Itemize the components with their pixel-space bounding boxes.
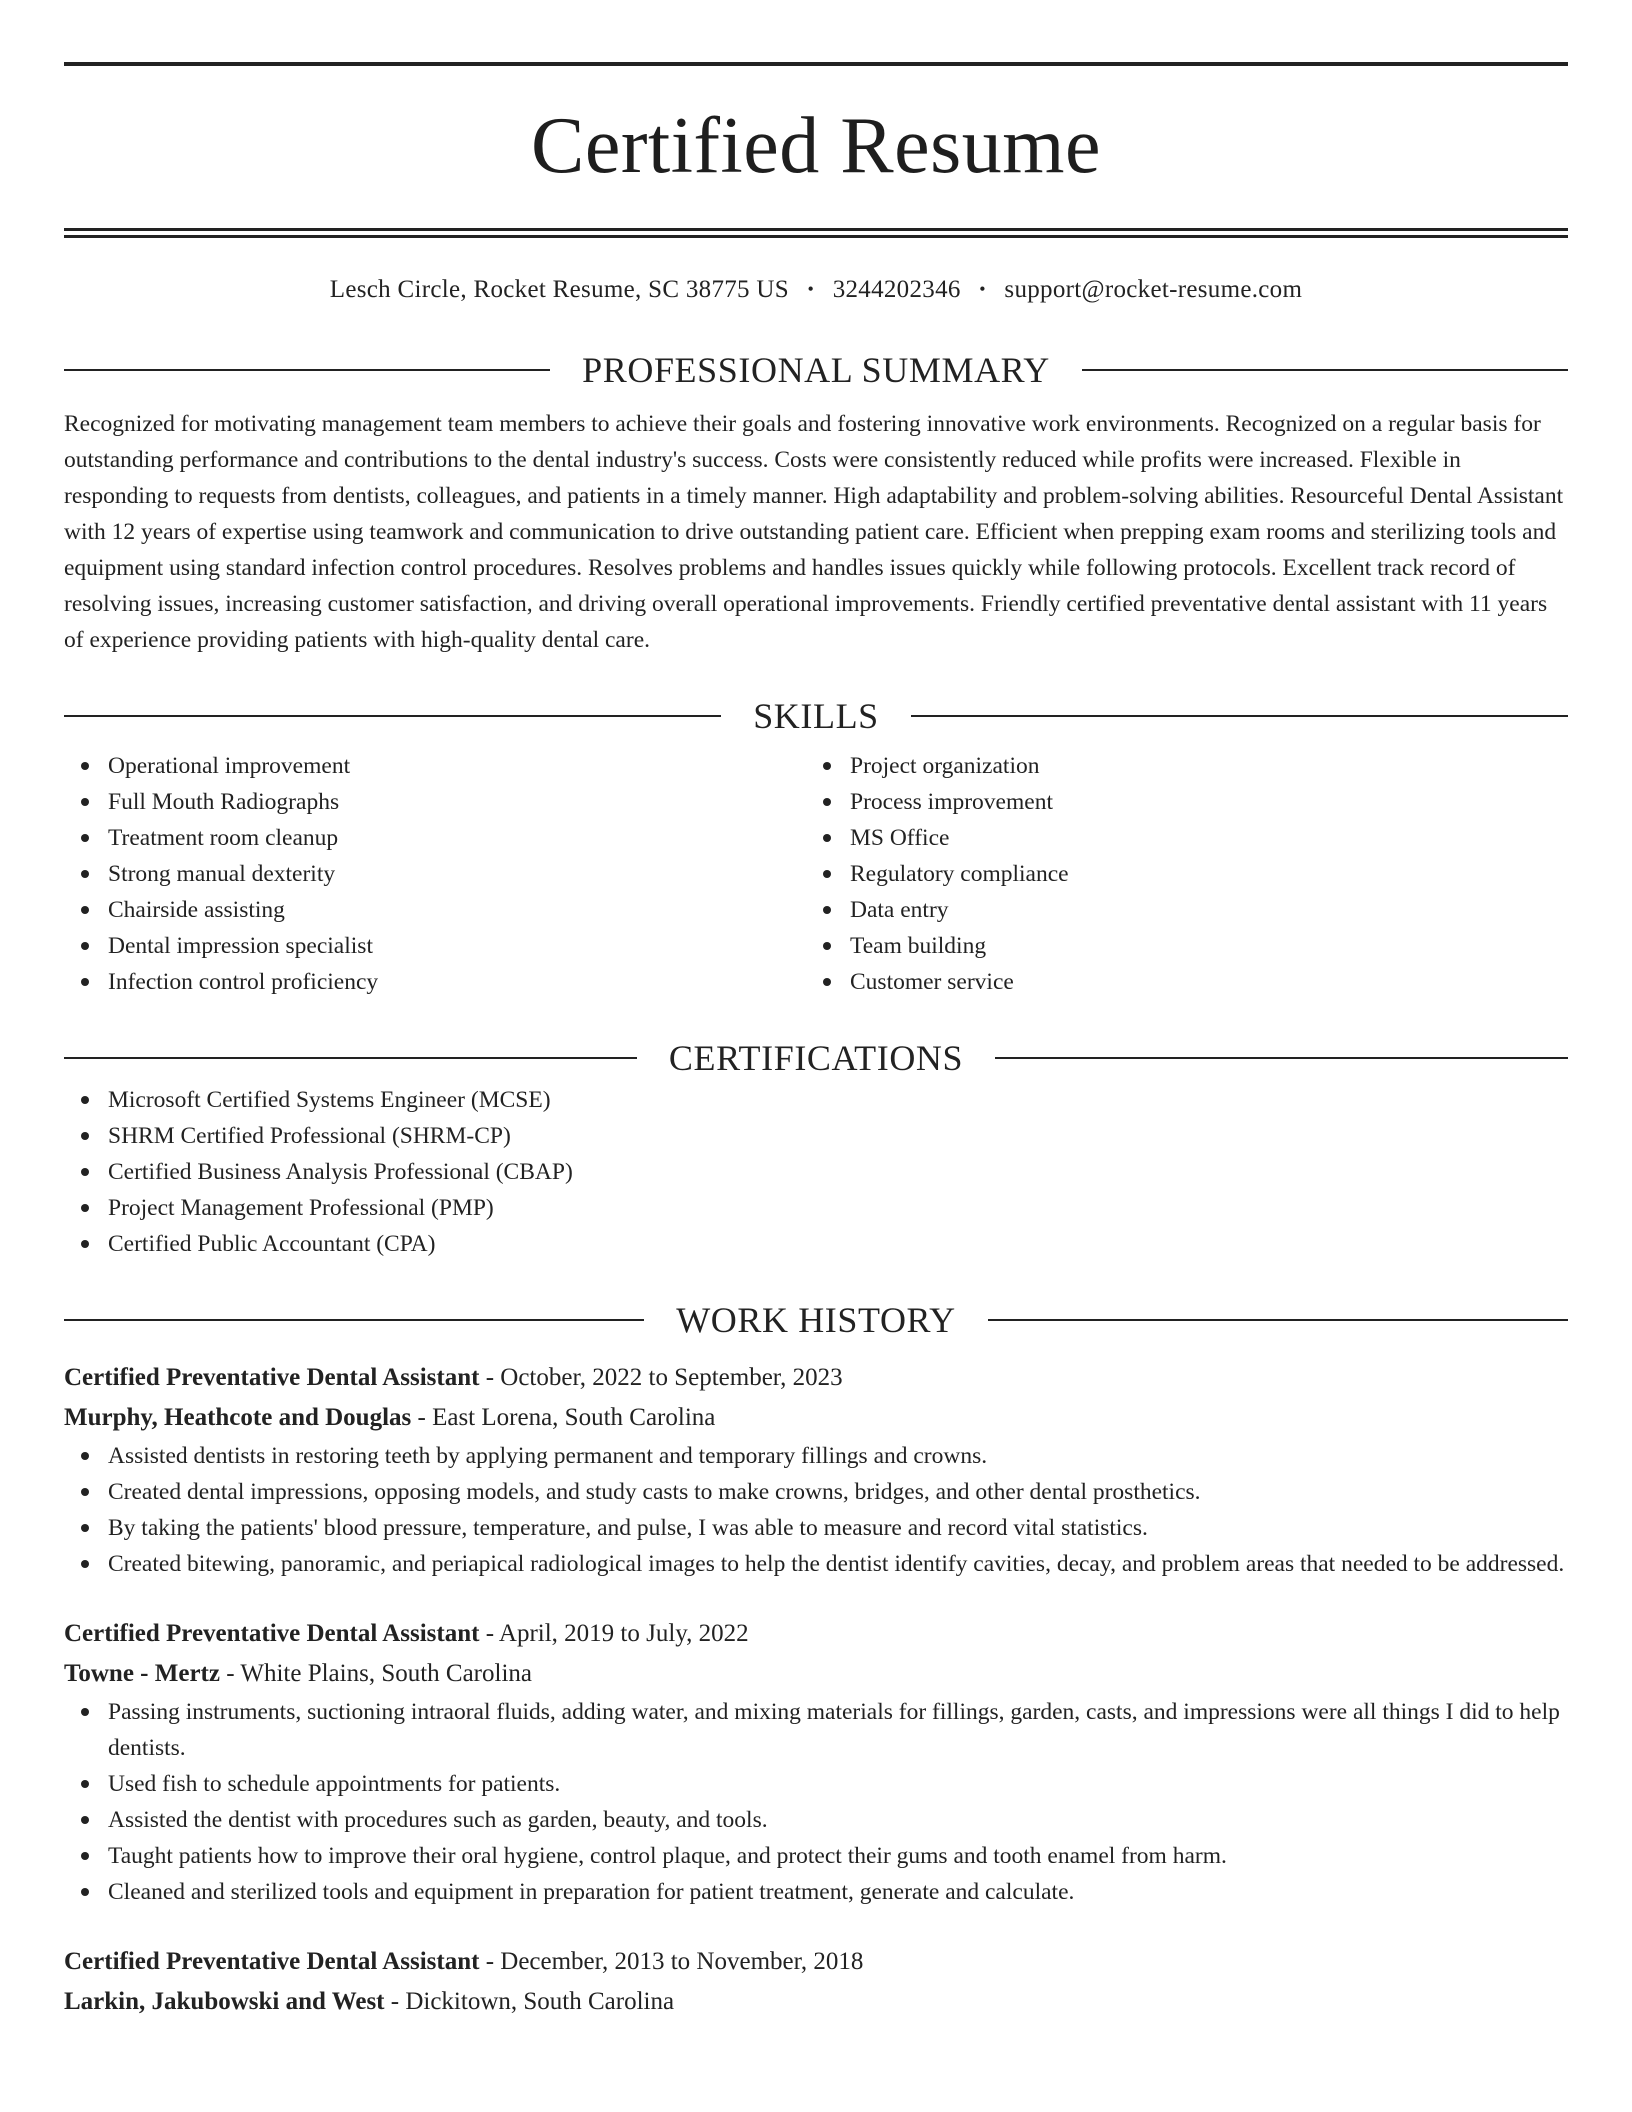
certification-item: Certified Business Analysis Professional (CBAP) [64, 1154, 1568, 1190]
job-duties [64, 1438, 1568, 1582]
duty-item: Cleaned and sterilized tools and equipment in preparation for patient treatment, generate and calculate. [64, 1874, 1568, 1910]
skill-item: Treatment room cleanup [64, 820, 806, 856]
job-company-line [64, 1398, 1568, 1438]
job-company: Towne - Mertz [64, 1660, 220, 1687]
contact-separator: • [807, 279, 815, 299]
job-dates: - December, 2013 to November, 2018 [479, 1948, 864, 1975]
job-location: - East Lorena, South Carolina [411, 1404, 716, 1431]
heading-rule-left [64, 715, 721, 717]
skill-item: Project organization [806, 748, 1548, 784]
candidate-name: Certified Resume [530, 102, 1102, 190]
duty-item: Created bitewing, panoramic, and periapical radiological images to help the dentist identify cavities, decay, and problem areas that needed to be addressed. [64, 1546, 1568, 1582]
duty-item: Assisted the dentist with procedures such as garden, beauty, and tools. [64, 1802, 1568, 1838]
heading-rule-left [64, 369, 550, 371]
job-duties [64, 1694, 1568, 1910]
skill-item: Data entry [806, 892, 1548, 928]
duty-item: Used fish to schedule appointments for patients. [64, 1766, 1568, 1802]
job-entry [64, 1614, 1568, 1910]
heading-rule-right [1082, 369, 1568, 371]
certification-item: Certified Public Accountant (CPA) [64, 1226, 1568, 1262]
summary-text: Recognized for motivating management team members to achieve their goals and fostering innovative work environments. Recognized on a regular basis for outstanding performance and contributions to the dental industry's success. Costs were consistently reduced while profits were increased. Flexible in responding to requests from dentists, colleagues, and patients in a timely manner. High adaptability and problem-solving abilities. Resourceful Dental Assistant with 12 years of expertise using teamwork and communication to drive outstanding patient care. Efficient when prepping exam rooms and sterilizing tools and equipment using standard infection control procedures. Resolves problems and handles issues quickly while following protocols. Excellent track record of resolving issues, increasing customer satisfaction, and driving overall operational improvements. Friendly certified preventative dental assistant with 11 years of experience providing patients with high-quality dental care. [64, 411, 1564, 653]
job-company-line [64, 1982, 1568, 2022]
job-title: Certified Preventative Dental Assistant [64, 1948, 480, 1975]
job-dates: - April, 2019 to July, 2022 [479, 1620, 749, 1647]
skills-columns [64, 748, 1568, 1000]
certification-item: Microsoft Certified Systems Engineer (MCSE) [64, 1082, 1568, 1118]
job-title-line [64, 1942, 1568, 1982]
summary-title: PROFESSIONAL SUMMARY [582, 350, 1050, 390]
skill-item: Full Mouth Radiographs [64, 784, 806, 820]
job-title-line [64, 1358, 1568, 1398]
contact-separator: • [979, 279, 986, 299]
certification-item: Project Management Professional (PMP) [64, 1190, 1568, 1226]
contact-line [64, 273, 1568, 306]
skill-item: MS Office [806, 820, 1548, 856]
work-heading [64, 1296, 1568, 1344]
heading-rule-right [995, 1057, 1568, 1059]
duty-item: By taking the patients' blood pressure, temperature, and pulse, I was able to measure and record vital statistics. [64, 1510, 1568, 1546]
skills-heading [64, 692, 1568, 740]
heading-rule-right [988, 1319, 1568, 1321]
work-title: WORK HISTORY [676, 1300, 956, 1340]
skills-title: SKILLS [753, 696, 879, 736]
skill-item: Regulatory compliance [806, 856, 1548, 892]
job-location: - Dickitown, South Carolina [384, 1988, 675, 2015]
skill-item: Process improvement [806, 784, 1548, 820]
heading-rule-left [64, 1057, 637, 1059]
job-location: - White Plains, South Carolina [219, 1660, 532, 1687]
job-entry [64, 1358, 1568, 1582]
skill-item: Customer service [806, 964, 1548, 1000]
skill-item: Infection control proficiency [64, 964, 806, 1000]
skills-list-right [806, 748, 1548, 1000]
certifications-list [64, 1082, 1568, 1262]
job-title-line [64, 1614, 1568, 1654]
skills-list-left [64, 748, 806, 1000]
skill-item: Team building [806, 928, 1548, 964]
heading-rule-right [911, 715, 1568, 717]
job-company-line [64, 1654, 1568, 1694]
job-title: Certified Preventative Dental Assistant [64, 1620, 480, 1647]
duty-item: Assisted dentists in restoring teeth by applying permanent and temporary fillings and crowns. [64, 1438, 1568, 1474]
skill-item: Chairside assisting [64, 892, 806, 928]
skill-item: Dental impression specialist [64, 928, 806, 964]
duty-item: Taught patients how to improve their oral hygiene, control plaque, and protect their gums and tooth enamel from harm. [64, 1838, 1568, 1874]
duty-item: Passing instruments, suctioning intraoral fluids, adding water, and mixing materials for fillings, garden, casts, and impressions were all things I did to help dentists. [64, 1694, 1568, 1766]
certifications-title: CERTIFICATIONS [668, 1038, 964, 1078]
certifications-heading [64, 1034, 1568, 1082]
heading-rule-left [64, 1319, 644, 1321]
skill-item: Strong manual dexterity [64, 856, 806, 892]
contact-address: Lesch Circle, Rocket Resume, SC 38775 US [329, 276, 789, 303]
header-double-rule [64, 228, 1568, 238]
summary-heading [64, 346, 1568, 394]
contact-phone: 3244202346 [832, 276, 961, 303]
job-dates: - October, 2022 to September, 2023 [479, 1364, 843, 1391]
resume-content [64, 62, 1568, 2022]
certification-item: SHRM Certified Professional (SHRM-CP) [64, 1118, 1568, 1154]
skill-item: Operational improvement [64, 748, 806, 784]
job-company: Murphy, Heathcote and Douglas [64, 1404, 412, 1431]
job-company: Larkin, Jakubowski and West [64, 1988, 385, 2015]
header-top-rule [64, 62, 1568, 66]
contact-email: support@rocket-resume.com [1004, 276, 1303, 303]
duty-item: Created dental impressions, opposing models, and study casts to make crowns, bridges, and other dental prosthetics. [64, 1474, 1568, 1510]
job-entry [64, 1942, 1568, 2022]
job-title: Certified Preventative Dental Assistant [64, 1364, 480, 1391]
